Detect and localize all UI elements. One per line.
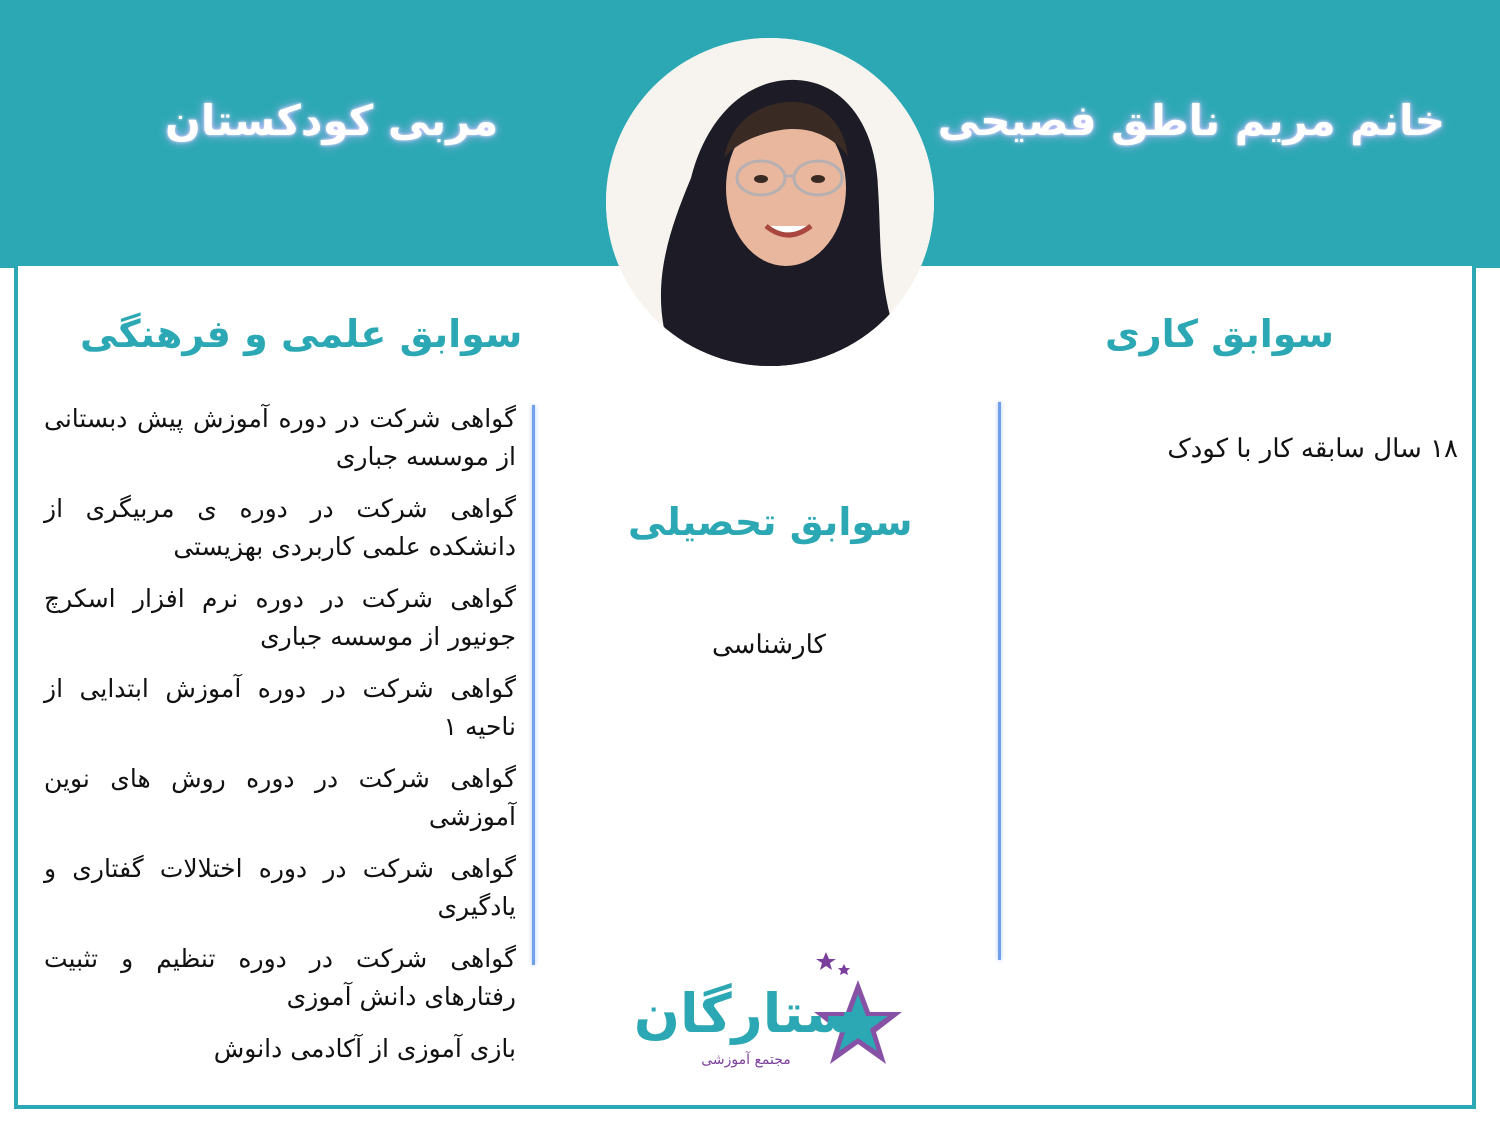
person-photo-icon [606, 38, 934, 366]
list-item: بازی آموزی از آکادمی دانوش [213, 1034, 516, 1063]
divider-right [998, 402, 1001, 960]
list-item: گواهی شرکت در دوره آموزش ابتدایی از ناحیه ۱ [44, 674, 516, 741]
list-item: گواهی شرکت در دوره ی مربیگری از دانشکده علمی کاربردی بهزیستی [44, 494, 516, 561]
star-logo-icon [596, 950, 906, 1075]
education-section-title: سوابق تحصیلی [628, 500, 913, 544]
logo-subtitle: مجتمع آموزشی [701, 1052, 791, 1068]
education-item: کارشناسی [712, 630, 826, 660]
school-logo [596, 950, 906, 1075]
list-item: گواهی شرکت در دوره آموزش پیش دبستانی از موسسه جباری [44, 404, 516, 471]
scientific-section-title: سوابق علمی و فرهنگی [80, 312, 523, 356]
teacher-name: خانم مریم ناطق فصیحی [937, 96, 1445, 145]
teacher-role: مربی کودکستان [165, 96, 499, 145]
work-section-title: سوابق کاری [1104, 312, 1334, 356]
list-item: گواهی شرکت در دوره نرم افزار اسکرچ جونیور از موسسه جباری [44, 584, 516, 651]
list-item: گواهی شرکت در دوره اختلالات گفتاری و یادگیری [44, 854, 516, 921]
logo-name: ستارگان [633, 982, 859, 1045]
teacher-photo [606, 38, 934, 366]
work-item: ۱۸ سال سابقه کار با کودک [1167, 434, 1458, 464]
divider-left [532, 405, 535, 965]
certificate-list [44, 400, 516, 1082]
list-item: گواهی شرکت در دوره روش های نوین آموزشی [44, 764, 516, 831]
list-item: گواهی شرکت در دوره تنظیم و تثبیت رفتارهای دانش آموزی [44, 944, 516, 1011]
